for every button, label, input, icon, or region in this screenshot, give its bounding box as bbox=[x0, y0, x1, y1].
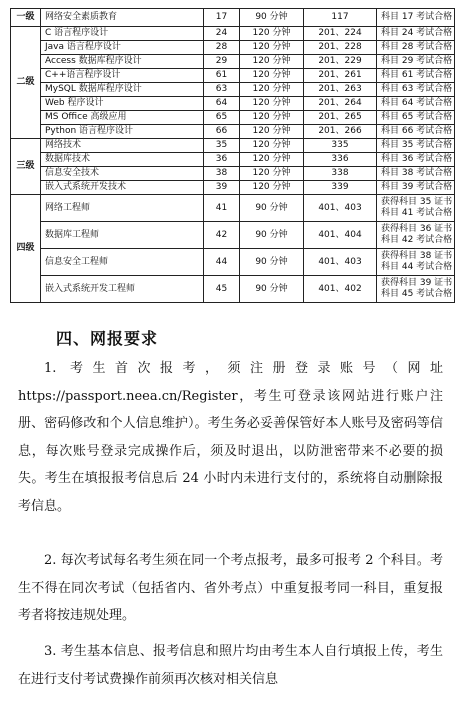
exam-time-cell: 90 分钟 bbox=[240, 249, 304, 276]
exam-time-cell: 90 分钟 bbox=[240, 222, 304, 249]
exam-time-cell: 120 分钟 bbox=[240, 27, 304, 41]
condition-text: 获得科目 38 证书 bbox=[381, 251, 453, 261]
certificate-condition-cell bbox=[377, 153, 455, 167]
exam-time-cell: 120 分钟 bbox=[240, 83, 304, 97]
subject-code-cell: 44 bbox=[204, 249, 240, 276]
condition-text: 科目 61 考试合格 bbox=[381, 70, 453, 80]
subject-name-cell: C 语言程序设计 bbox=[41, 27, 204, 41]
subject-code-cell: 17 bbox=[204, 9, 240, 27]
section-title: 四、网报要求 bbox=[56, 329, 159, 348]
subject-code-cell: 41 bbox=[204, 195, 240, 222]
condition-text: 科目 17 考试合格 bbox=[381, 12, 453, 22]
subject-code-cell: 61 bbox=[204, 69, 240, 83]
subject-name-cell: Web 程序设计 bbox=[41, 97, 204, 111]
subject-code-cell: 39 bbox=[204, 181, 240, 195]
subject-name-cell: 数据库工程师 bbox=[41, 222, 204, 249]
condition-text: 科目 45 考试合格 bbox=[381, 289, 453, 299]
paragraph-3: 3. 考生基本信息、报考信息和照片均由考生本人自行填报上传，考生在进行支付考试费操作前须再次核对相关信息 bbox=[18, 644, 443, 687]
condition-text: 科目 38 考试合格 bbox=[381, 168, 453, 178]
table-row bbox=[11, 69, 455, 83]
certificate-condition-cell bbox=[377, 111, 455, 125]
exam-subject-table bbox=[10, 8, 455, 303]
exam-time-cell: 120 分钟 bbox=[240, 97, 304, 111]
condition-text: 科目 42 考试合格 bbox=[381, 235, 453, 245]
subject-name-cell: 网络工程师 bbox=[41, 195, 204, 222]
certificate-condition-cell bbox=[377, 83, 455, 97]
table-row bbox=[11, 167, 455, 181]
level-cell: 二级 bbox=[11, 27, 41, 139]
paragraph-1: 1. 考生首次报考，须注册登录账号（网址https://passport.neea.cn/Register，考生可登录该网站进行账户注册、密码修改和个人信息维护）。考生务必妥善保管好本人账号及密码等信息，每次账号登录完成操作后，须及时退出，以防泄密带来不必要的损失。考生在填报报考信息后 24 小时内未进行支付的，系统将自动删除报考信息。 bbox=[18, 361, 443, 514]
subject-code-cell: 42 bbox=[204, 222, 240, 249]
table-row bbox=[11, 195, 455, 222]
level-cell: 四级 bbox=[11, 195, 41, 303]
exam-time-cell: 90 分钟 bbox=[240, 195, 304, 222]
paragraph-2: 2. 每次考试每名考生须在同一个考点报考，最多可报考 2 个科目。考生不得在同次考试（包括省内、省外考点）中重复报考同一科目，重复报考者将按违规处理。 bbox=[18, 553, 443, 624]
table-row bbox=[11, 153, 455, 167]
exam-subjects-cell: 336 bbox=[304, 153, 377, 167]
subject-name-cell: Java 语言程序设计 bbox=[41, 41, 204, 55]
subject-code-cell: 35 bbox=[204, 139, 240, 153]
subject-name-cell: Python 语言程序设计 bbox=[41, 125, 204, 139]
subject-name-cell: 嵌入式系统开发技术 bbox=[41, 181, 204, 195]
table-row bbox=[11, 111, 455, 125]
condition-text: 获得科目 39 证书 bbox=[381, 278, 453, 288]
certificate-condition-cell bbox=[377, 125, 455, 139]
certificate-condition-cell bbox=[377, 97, 455, 111]
condition-text: 科目 39 考试合格 bbox=[381, 182, 453, 192]
table-row bbox=[11, 276, 455, 303]
subject-name-cell: 网络安全素质教育 bbox=[41, 9, 204, 27]
table-row bbox=[11, 27, 455, 41]
table-row bbox=[11, 55, 455, 69]
exam-time-cell: 120 分钟 bbox=[240, 167, 304, 181]
exam-time-cell: 120 分钟 bbox=[240, 181, 304, 195]
certificate-condition-cell bbox=[377, 41, 455, 55]
exam-subjects-cell: 338 bbox=[304, 167, 377, 181]
subject-code-cell: 45 bbox=[204, 276, 240, 303]
table-row bbox=[11, 9, 455, 27]
certificate-condition-cell bbox=[377, 139, 455, 153]
certificate-condition-cell bbox=[377, 181, 455, 195]
subject-name-cell: Access 数据库程序设计 bbox=[41, 55, 204, 69]
condition-text: 科目 41 考试合格 bbox=[381, 208, 453, 218]
certificate-condition-cell bbox=[377, 9, 455, 27]
exam-time-cell: 90 分钟 bbox=[240, 276, 304, 303]
table-row bbox=[11, 125, 455, 139]
subject-name-cell: 嵌入式系统开发工程师 bbox=[41, 276, 204, 303]
level-cell: 一级 bbox=[11, 9, 41, 27]
condition-text: 科目 65 考试合格 bbox=[381, 112, 453, 122]
condition-text: 科目 35 考试合格 bbox=[381, 140, 453, 150]
table-row bbox=[11, 222, 455, 249]
exam-subjects-cell: 201、261 bbox=[304, 69, 377, 83]
subject-name-cell: MS Office 高级应用 bbox=[41, 111, 204, 125]
certificate-condition-cell bbox=[377, 55, 455, 69]
condition-text: 科目 36 考试合格 bbox=[381, 154, 453, 164]
subject-name-cell: 数据库技术 bbox=[41, 153, 204, 167]
exam-time-cell: 120 分钟 bbox=[240, 125, 304, 139]
condition-text: 获得科目 35 证书 bbox=[381, 197, 453, 207]
condition-text: 科目 63 考试合格 bbox=[381, 84, 453, 94]
subject-code-cell: 24 bbox=[204, 27, 240, 41]
certificate-condition-cell bbox=[377, 276, 455, 303]
subject-code-cell: 29 bbox=[204, 55, 240, 69]
exam-time-cell: 120 分钟 bbox=[240, 139, 304, 153]
level-cell: 三级 bbox=[11, 139, 41, 195]
exam-time-cell: 90 分钟 bbox=[240, 9, 304, 27]
exam-time-cell: 120 分钟 bbox=[240, 69, 304, 83]
exam-subjects-cell: 201、266 bbox=[304, 125, 377, 139]
exam-subjects-cell: 201、263 bbox=[304, 83, 377, 97]
exam-subjects-cell: 401、403 bbox=[304, 249, 377, 276]
subject-name-cell: MySQL 数据库程序设计 bbox=[41, 83, 204, 97]
subject-code-cell: 63 bbox=[204, 83, 240, 97]
exam-subjects-cell: 117 bbox=[304, 9, 377, 27]
table-row bbox=[11, 249, 455, 276]
exam-subjects-cell: 401、404 bbox=[304, 222, 377, 249]
exam-subjects-cell: 201、228 bbox=[304, 41, 377, 55]
exam-subjects-cell: 401、402 bbox=[304, 276, 377, 303]
exam-subjects-cell: 401、403 bbox=[304, 195, 377, 222]
subject-code-cell: 64 bbox=[204, 97, 240, 111]
subject-code-cell: 66 bbox=[204, 125, 240, 139]
table-row bbox=[11, 41, 455, 55]
certificate-condition-cell bbox=[377, 195, 455, 222]
condition-text: 科目 44 考试合格 bbox=[381, 262, 453, 272]
condition-text: 获得科目 36 证书 bbox=[381, 224, 453, 234]
exam-subjects-cell: 201、224 bbox=[304, 27, 377, 41]
certificate-condition-cell bbox=[377, 69, 455, 83]
table-row bbox=[11, 139, 455, 153]
exam-time-cell: 120 分钟 bbox=[240, 41, 304, 55]
exam-subjects-cell: 201、229 bbox=[304, 55, 377, 69]
subject-name-cell: 信息安全技术 bbox=[41, 167, 204, 181]
condition-text: 科目 66 考试合格 bbox=[381, 126, 453, 136]
condition-text: 科目 29 考试合格 bbox=[381, 56, 453, 66]
exam-subjects-cell: 201、265 bbox=[304, 111, 377, 125]
condition-text: 科目 28 考试合格 bbox=[381, 42, 453, 52]
exam-subjects-cell: 339 bbox=[304, 181, 377, 195]
certificate-condition-cell bbox=[377, 249, 455, 276]
subject-name-cell: C++语言程序设计 bbox=[41, 69, 204, 83]
subject-name-cell: 信息安全工程师 bbox=[41, 249, 204, 276]
subject-code-cell: 28 bbox=[204, 41, 240, 55]
condition-text: 科目 24 考试合格 bbox=[381, 28, 453, 38]
subject-code-cell: 38 bbox=[204, 167, 240, 181]
exam-time-cell: 120 分钟 bbox=[240, 111, 304, 125]
subject-name-cell: 网络技术 bbox=[41, 139, 204, 153]
subject-code-cell: 65 bbox=[204, 111, 240, 125]
certificate-condition-cell bbox=[377, 27, 455, 41]
certificate-condition-cell bbox=[377, 167, 455, 181]
certificate-condition-cell bbox=[377, 222, 455, 249]
table-row bbox=[11, 83, 455, 97]
exam-subjects-cell: 335 bbox=[304, 139, 377, 153]
table-row bbox=[11, 97, 455, 111]
exam-time-cell: 120 分钟 bbox=[240, 153, 304, 167]
exam-subjects-cell: 201、264 bbox=[304, 97, 377, 111]
exam-time-cell: 120 分钟 bbox=[240, 55, 304, 69]
subject-code-cell: 36 bbox=[204, 153, 240, 167]
condition-text: 科目 64 考试合格 bbox=[381, 98, 453, 108]
table-row bbox=[11, 181, 455, 195]
